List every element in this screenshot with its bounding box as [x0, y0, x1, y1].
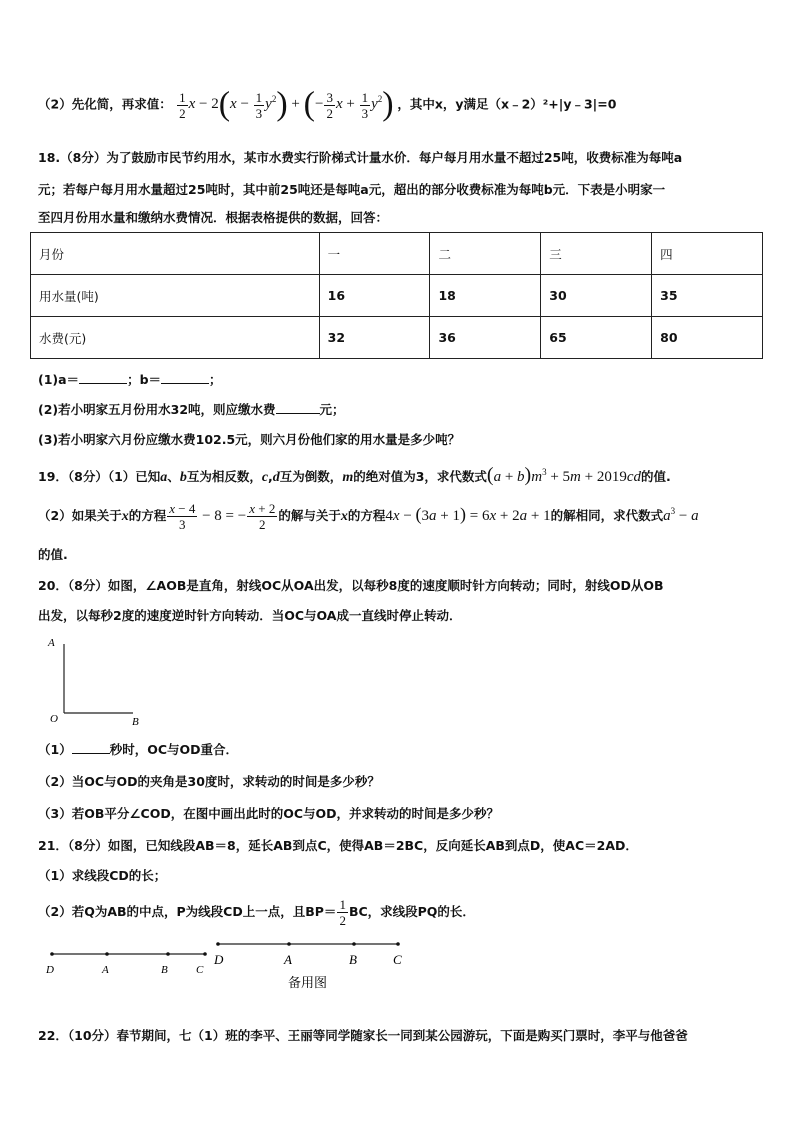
q19-part2-end: 的值.	[38, 547, 68, 562]
fraction-one-half: $\frac{1}{2}$	[339, 897, 346, 928]
q20-sub2: （2）当OC与OD的夹角是30度时，求转动的时间是多少秒？	[38, 774, 380, 789]
q21-sub2-b: BC，求线段PQ的长．	[348, 904, 475, 919]
table-cell: 30	[541, 275, 652, 317]
table-cell: 用水量(吨)	[31, 275, 320, 317]
table-cell: 65	[541, 317, 652, 359]
q17-prefix: （2）先化简，再求值：	[38, 96, 172, 112]
q18-line1: 18.（8分）为了鼓励市民节约用水，某市水费实行阶梯式计量水价．每户每月用水量不超过25吨，收费标准为每吨a	[38, 150, 683, 165]
q18-line2: 元；若每户每月用水量超过25吨时，其中前25吨还是每吨a元，超出的部分收费标准为每吨b元．下表是小明家一	[38, 182, 666, 197]
q18-sub2	[38, 400, 345, 418]
q18-sub3: (3)若小明家六月份应缴水费102.5元，则六月份他们家的用水量是多少吨？	[38, 432, 461, 447]
figure-caption: 备用图	[288, 976, 328, 991]
table-cell: 36	[430, 317, 541, 359]
q18-sub2-end: 元；	[319, 402, 345, 417]
q17-condition: ，其中x，y满足（x﹣2）²+|y﹣3|=0	[397, 96, 617, 112]
q18-sub1	[38, 370, 222, 388]
math-var: b	[179, 470, 187, 485]
q19-part2-c: 的解与关于	[278, 507, 341, 523]
answer-blank	[79, 383, 127, 384]
q19-part1-a: 19．（8分）（1）已知	[38, 469, 161, 484]
q19-equation2: 4x − (3a + 1) = 6x + 2a + 1	[385, 503, 551, 524]
q19-part2-a: （2）如果关于	[38, 507, 122, 523]
q19-part2-e: 的解相同，求代数式	[550, 507, 664, 523]
answer-blank	[276, 413, 320, 414]
segment-figure	[44, 940, 214, 980]
point-label-o: O	[50, 713, 58, 725]
water-fee-table	[30, 232, 763, 359]
q18-line3: 至四月份用水量和缴纳水费情况．根据表格提供的数据，回答：	[38, 210, 389, 225]
math-var: m	[342, 470, 354, 485]
math-var: c	[261, 470, 269, 485]
q18-sub1-a: (1)a＝	[38, 372, 80, 387]
right-angle-figure	[44, 632, 154, 732]
point-label-d: D	[46, 964, 54, 976]
q21-line1: 21．（8分）如图，已知线段AB＝8，延长AB到点C，使得AB＝2BC，反向延长AB到点D，使AC＝2AD．	[38, 838, 638, 853]
q21-sub2-a: （2）若Q为AB的中点，P为线段CD上一点，且BP＝	[38, 904, 337, 919]
q20-sub3: （3）若OB平分∠COD，在图中画出此时的OC与OD，并求转动的时间是多少秒？	[38, 806, 500, 821]
math-var: d	[272, 470, 280, 485]
table-cell: 月份	[31, 233, 320, 275]
q19-part1-d: 的绝对值为3，求代数式	[353, 469, 487, 484]
table-header-row	[31, 233, 763, 275]
table-cell: 四	[652, 233, 763, 275]
q18-sub1-end: ；	[209, 372, 222, 387]
answer-blank	[72, 753, 110, 754]
math-var: x	[121, 508, 129, 524]
q17-part2	[38, 88, 616, 122]
point-label-a: A	[284, 952, 292, 967]
math-var: x	[340, 508, 348, 524]
q19-expression2: $a^3 - a$	[663, 505, 699, 524]
point-label-c: C	[196, 964, 204, 976]
q21-sub2	[38, 898, 475, 927]
q19-part2	[38, 502, 699, 531]
table-cell: 三	[541, 233, 652, 275]
q20-sub1-b: 秒时，OC与OD重合．	[109, 742, 239, 757]
table-cell: 18	[430, 275, 541, 317]
point-label-d: D	[214, 952, 224, 967]
q19-part1: 19．（8分）（1）已知a、b互为相反数，c,d互为倒数，m的绝对值为3，求代数式$(a + b)m^3 + 5m + 2019cd$的值.	[38, 464, 671, 486]
point-label-c: C	[393, 952, 402, 967]
point-label-b: B	[161, 964, 168, 976]
q20-sub1	[38, 740, 238, 758]
table-cell: 一	[319, 233, 430, 275]
q19-equation1: $\frac{x - 4}{3}$ − 8 = − $\frac{x + 2}{2}$	[169, 501, 276, 532]
q22-line1: 22．（10分）春节期间，七（1）班的李平、王丽等同学随家长一同到某公园游玩，下面是购买门票时，李平与他爸爸	[38, 1028, 688, 1043]
table-cell: 16	[319, 275, 430, 317]
q19-part1-c: 互为倒数，	[279, 469, 343, 484]
table-row	[31, 317, 763, 359]
q17-expression: $\frac{1}{2}$ x − 2(x − $\frac{1}{3}$ $y^2$) + (− $\frac{3}{2}$ x + $\frac{1}{3}$ $y^2$)	[179, 86, 394, 123]
table-row	[31, 275, 763, 317]
table-cell: 32	[319, 317, 430, 359]
q18-sub1-b: ；b＝	[127, 372, 162, 387]
q18-sub2-text: (2)若小明家五月份用水32吨，则应缴水费	[38, 402, 276, 417]
q20-line2: 出发，以每秒2度的速度逆时针方向转动．当OC与OA成一直线时停止转动．	[38, 608, 462, 623]
math-var: a	[160, 470, 168, 485]
q19-part1-b: 互为相反数，	[186, 469, 262, 484]
point-label-b: B	[349, 952, 357, 967]
backup-segment-figure	[210, 934, 410, 994]
q19-part1-e: 的值.	[641, 469, 671, 484]
q20-sub1-a: （1）	[38, 742, 72, 757]
table-cell: 80	[652, 317, 763, 359]
table-cell: 二	[430, 233, 541, 275]
point-label-a: A	[102, 964, 109, 976]
table-cell: 水费(元)	[31, 317, 320, 359]
q20-line1: 20．（8分）如图，∠AOB是直角，射线OC从OA出发，以每秒8度的速度顺时针方向转动；同时，射线OD从OB	[38, 578, 664, 593]
table-cell: 35	[652, 275, 763, 317]
q19-expression: $(a + b)m^3 + 5m + 2019cd$	[486, 464, 642, 486]
point-label-b: B	[132, 716, 139, 728]
answer-blank	[161, 383, 209, 384]
point-label-a: A	[48, 637, 55, 649]
q19-part2-b: 的方程	[128, 507, 167, 523]
q19-part2-d: 的方程	[347, 507, 386, 523]
q21-sub1: （1）求线段CD的长；	[38, 868, 167, 883]
